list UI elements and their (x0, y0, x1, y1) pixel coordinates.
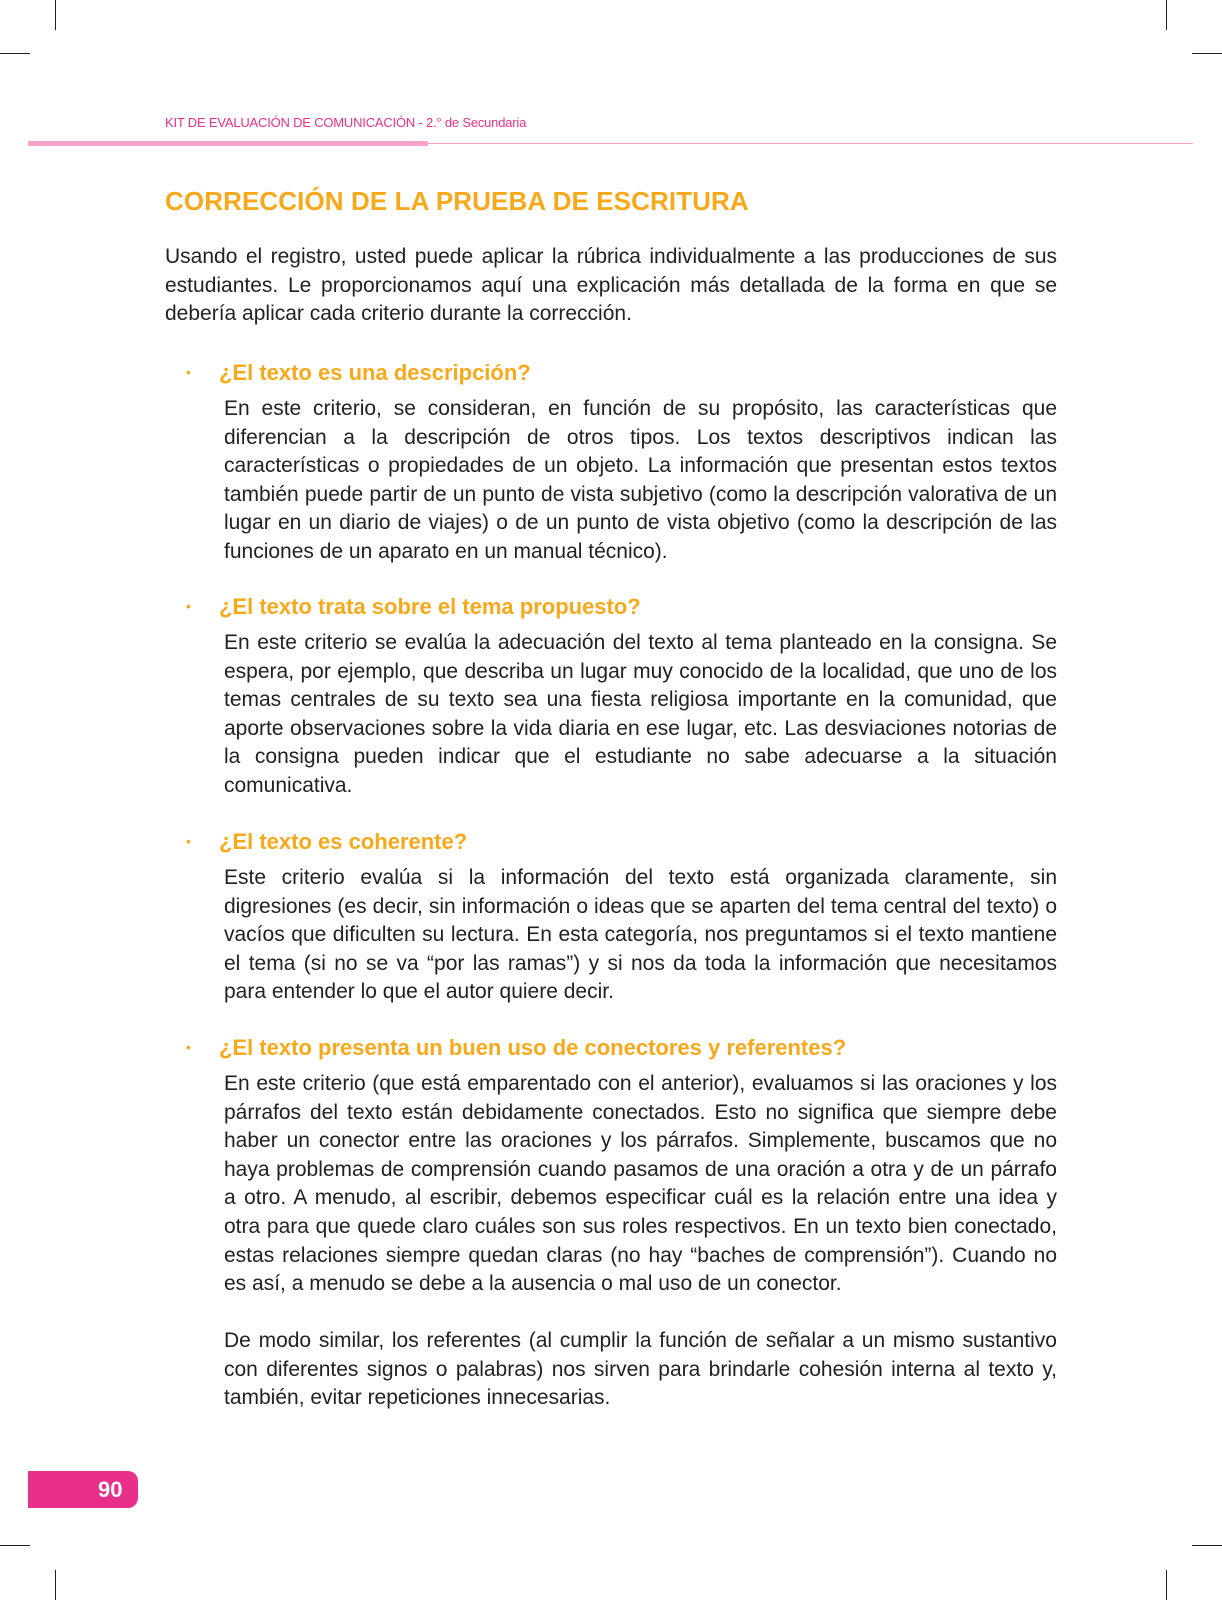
intro-paragraph: Usando el registro, usted puede aplicar la rúbrica individualmente a las producciones de sus estudiantes. Le proporcionamos aquí una explicación más detallada de la forma en que se debería aplicar cada criterio durante la corrección. (165, 245, 1057, 326)
running-header: KIT DE EVALUACIÓN DE COMUNICACIÓN - 2.° de Secundaria (165, 115, 527, 130)
criterion-paragraph: Este criterio evalúa si la información del texto está organizada claramente, sin digresiones (es decir, sin información o ideas que se aparten del tema central del texto) o vacíos que dificulten su lectura. En esta categoría, nos preguntamos si el texto mantiene el tema (si no se va “por las ramas”) y si nos da toda la información que necesitamos para entender lo que el autor quiere decir. (224, 866, 1057, 1004)
crop-mark (1166, 0, 1167, 30)
crop-mark (1192, 1545, 1222, 1546)
criterion-paragraph: En este criterio se evalúa la adecuación del texto al tema planteado en la consigna. Se espera, por ejemplo, que describa un lugar muy conocido de la localidad, que uno de los temas centrales de su texto sea una fiesta religiosa importante en la comunidad, que aporte observaciones sobre la vida diaria en ese lugar, etc. Las desviaciones notorias de la consigna pueden indicar que el estudiante no sabe adecuarse a la situación comunicativa. (224, 631, 1057, 797)
criterion-heading: ¿El texto es una descripción? (219, 360, 531, 385)
criterion-paragraph: En este criterio (que está emparentado con el anterior), evaluamos si las oraciones y los párrafos del texto están debidamente conectados. Esto no significa que siempre debe haber un conector entre las oraciones y los párrafos. Simplemente, buscamos que no haya problemas de comprensión cuando pasamos de una oración a otra y de un párrafo a otro. A menudo, al escribir, debemos especificar cuál es la relación entre una idea y otra para que quede claro cuáles son sus roles respectivos. En un texto bien conectado, estas relaciones siempre quedan claras (no hay “baches de comprensión”). Cuando no es así, a menudo se debe a la ausencia o mal uso de un conector. (224, 1072, 1057, 1296)
criterion-heading: ¿El texto trata sobre el tema propuesto? (219, 594, 641, 619)
bullet-icon: • (186, 1039, 191, 1055)
bullet-icon: • (186, 598, 191, 614)
criterion-heading: ¿El texto presenta un buen uso de conectores y referentes? (219, 1035, 847, 1060)
page-title: CORRECCIÓN DE LA PRUEBA DE ESCRITURA (165, 186, 749, 216)
criterion-paragraph: En este criterio, se consideran, en función de su propósito, las características que diferencian a la descripción de otros tipos. Los textos descriptivos indican las características o propiedades de un objeto. La información que presentan estos textos también puede partir de un punto de vista subjetivo (como la descripción valorativa de un lugar en un diario de viajes) o de un punto de vista objetivo (como la descripción de las funciones de un aparato en un manual técnico). (224, 397, 1057, 563)
page-number: 90 (98, 1477, 123, 1502)
crop-mark (55, 1570, 56, 1600)
criterion-heading: ¿El texto es coherente? (219, 829, 468, 854)
crop-mark (1166, 1570, 1167, 1600)
crop-mark (0, 53, 30, 54)
bullet-icon: • (186, 833, 191, 849)
crop-mark (1192, 53, 1222, 54)
bullet-icon: • (186, 364, 191, 380)
crop-mark (55, 0, 56, 30)
criterion-paragraph: De modo similar, los referentes (al cumplir la función de señalar a un mismo sustantivo con diferentes signos o palabras) nos sirven para brindarle cohesión interna al texto y, también, evitar repeticiones innecesarias. (224, 1329, 1057, 1410)
crop-mark (0, 1545, 30, 1546)
header-rule-thin (28, 143, 1193, 144)
